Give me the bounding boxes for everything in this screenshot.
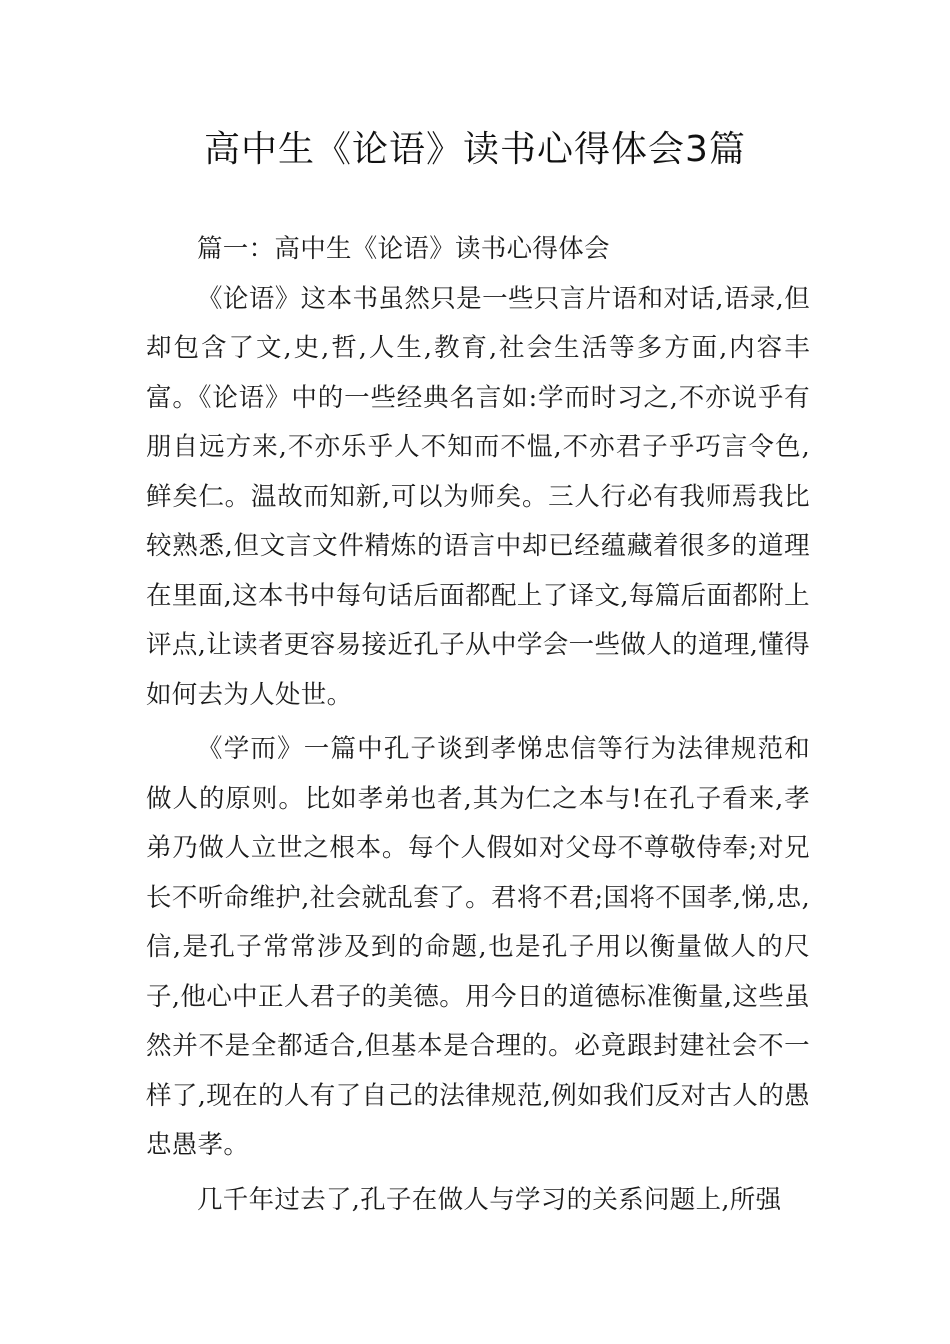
document-body	[146, 225, 810, 1225]
paragraph: 几千年过去了,孔子在做人与学习的关系问题上,所强	[197, 1184, 782, 1215]
section-heading: 篇一：高中生《论语》读书心得体会	[197, 234, 610, 264]
paragraph: 《学而》一篇中孔子谈到孝悌忠信等行为法律规范和做人的原则。比如孝弟也者,其为仁之本与!在孔子看来,孝弟乃做人立世之根本。每个人假如对父母不尊敬侍奉;对兄长不听命维护,社会就乱套了。君将不君;国将不国孝,悌,忠,信,是孔子常常涉及到的命题,也是孔子用以衡量做人的尺子,他心中正人君子的美德。用今日的道德标准衡量,这些虽然并不是全都适合,但基本是合理的。必竟跟封建社会不一样了,现在的人有了自己的法律规范,例如我们反对古人的愚忠愚孝。	[146, 734, 810, 1160]
paragraph: 《论语》这本书虽然只是一些只言片语和对话,语录,但却包含了文,史,哲,人生,教育,社会生活等多方面,内容丰富。《论语》中的一些经典名言如:学而时习之,不亦说乎有朋自远方来,不亦乐乎人不知而不愠,不亦君子乎巧言令色,鲜矣仁。温故而知新,可以为师矣。三人行必有我师焉我比较熟悉,但文言文件精炼的语言中却已经蕴藏着很多的道理在里面,这本书中每句话后面都配上了译文,每篇后面都附上评点,让读者更容易接近孔子从中学会一些做人的道理,懂得如何去为人处世。	[146, 283, 810, 710]
document-title: 高中生《论语》读书心得体会3篇	[204, 129, 746, 170]
